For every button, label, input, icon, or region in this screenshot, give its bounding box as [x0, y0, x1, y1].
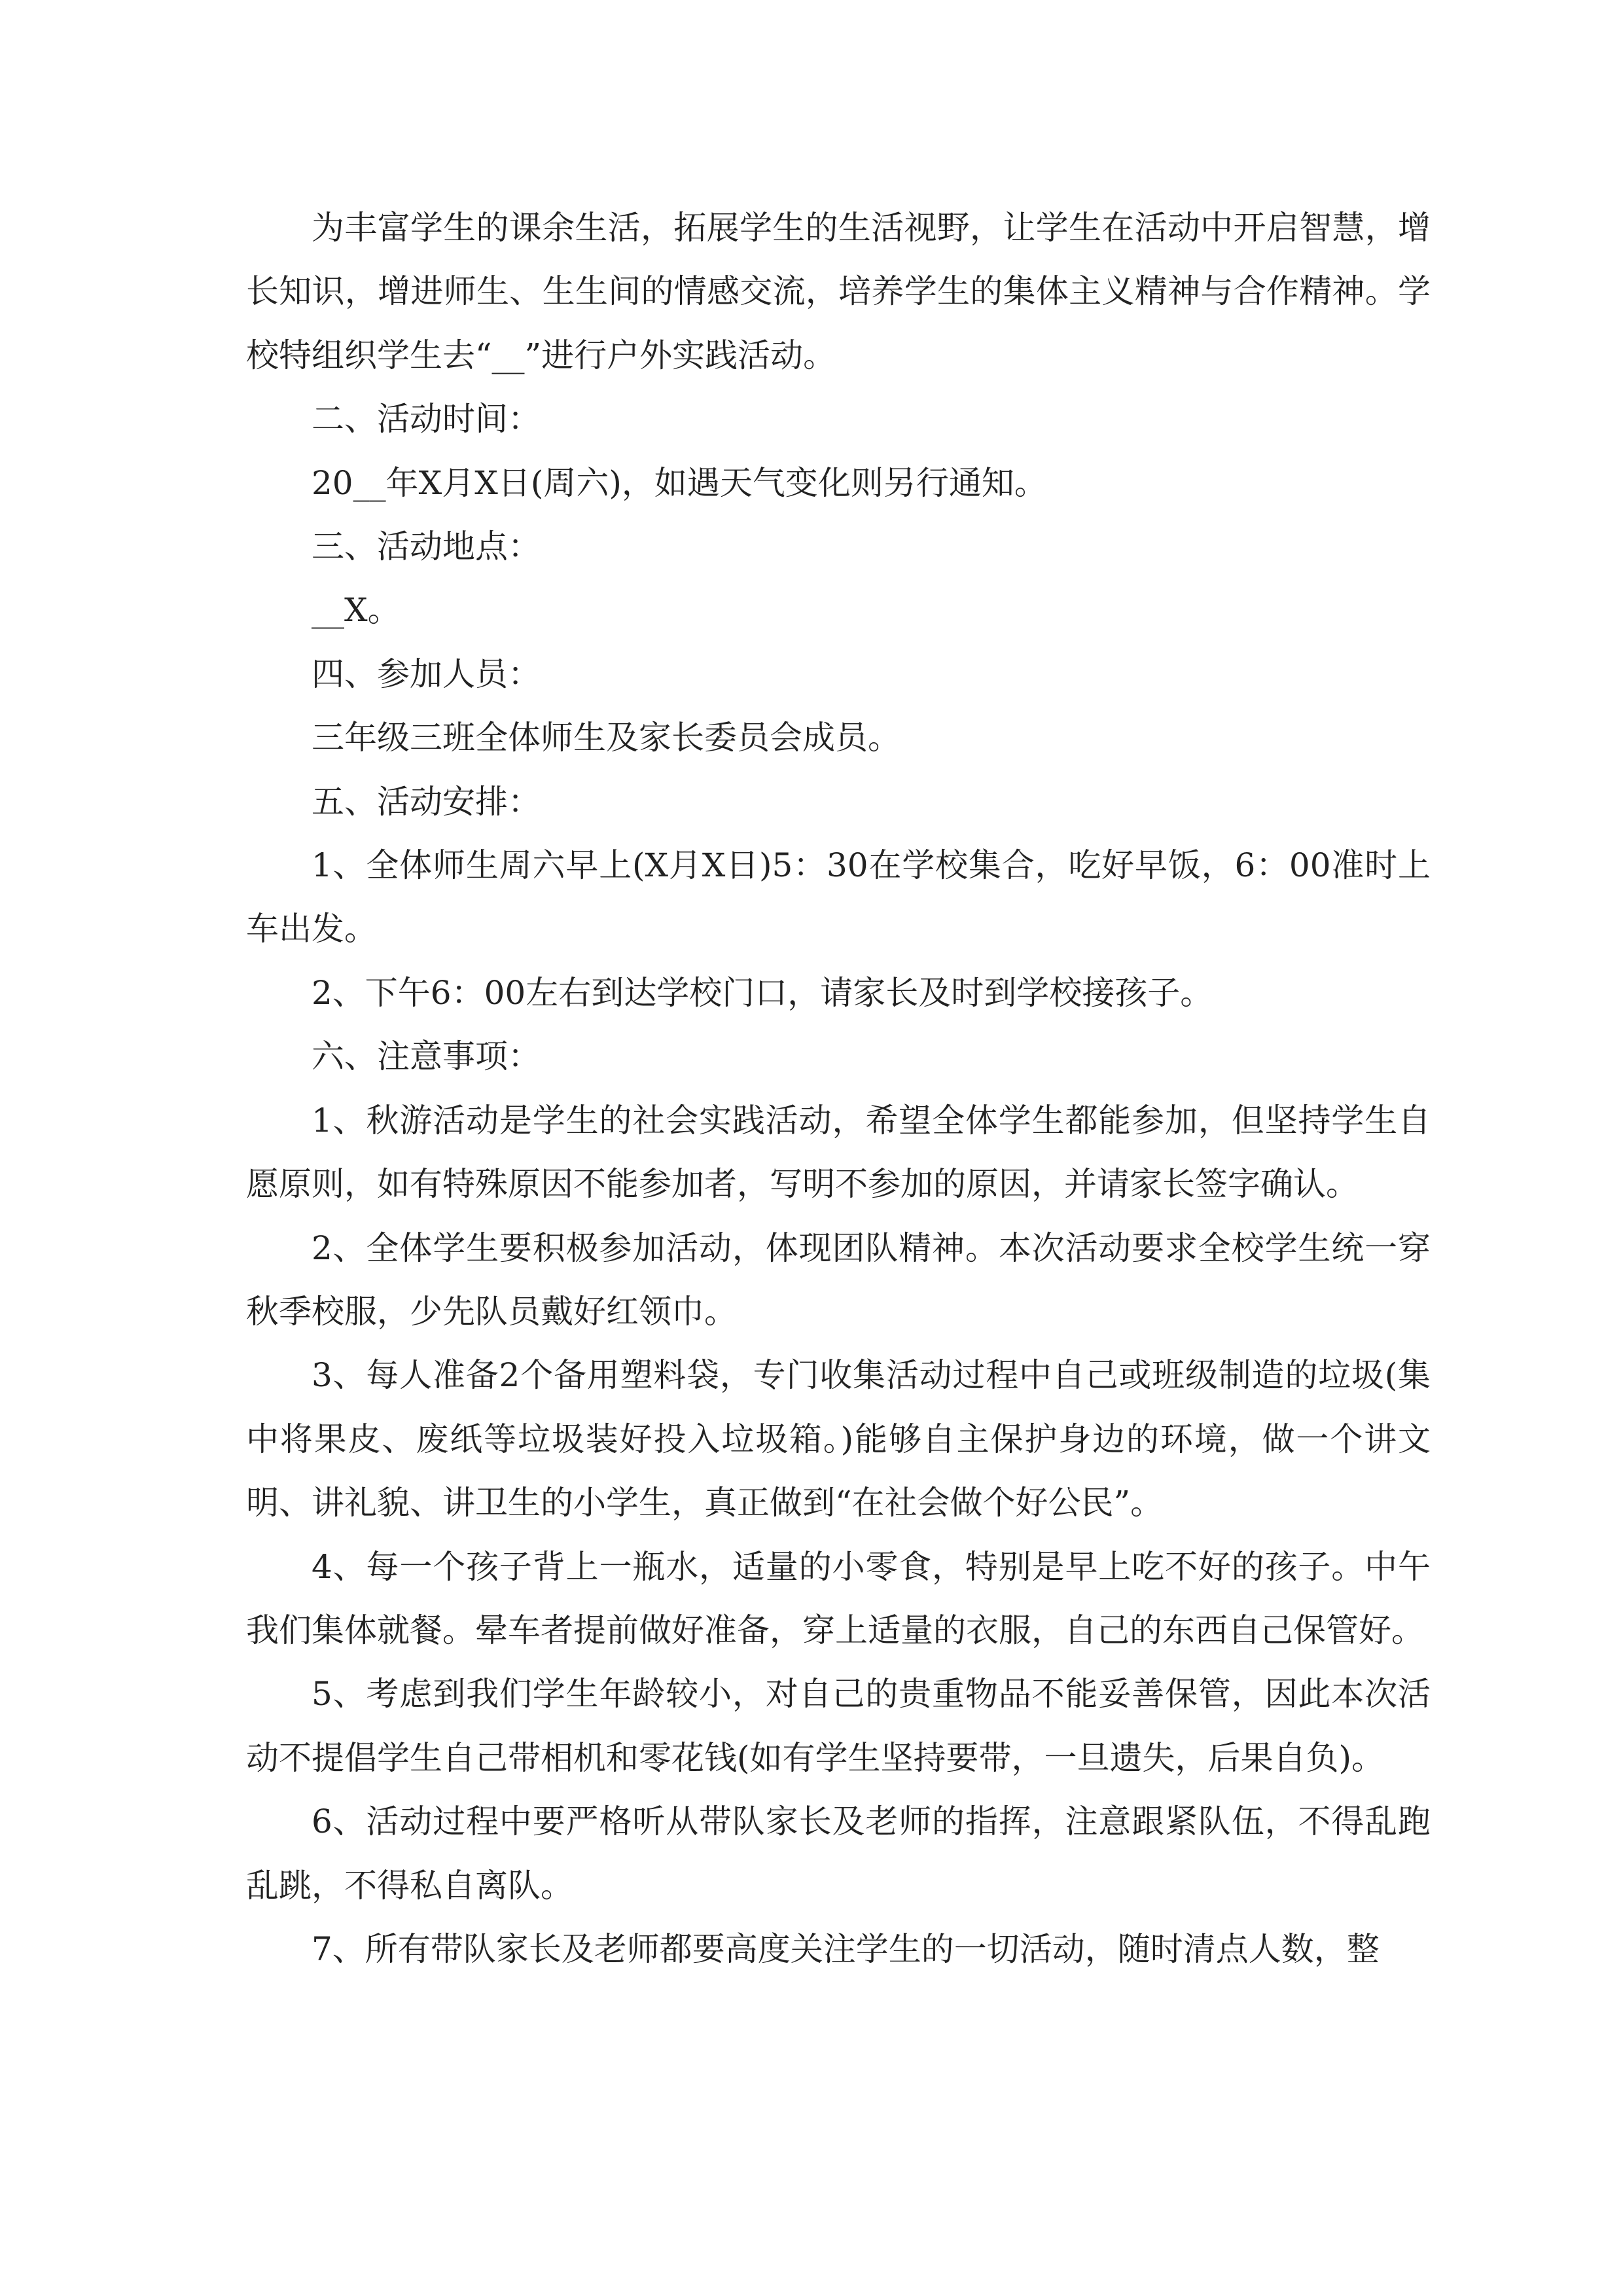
note-item-6: 6、活动过程中要严格听从带队家长及老师的指挥，注意跟紧队伍，不得乱跑乱跳，不得私自离队。: [246, 1803, 1431, 1905]
schedule-item-2: 2、下午6：00左右到达学校门口，请家长及时到学校接孩子。: [312, 973, 1213, 1012]
intro-paragraph: 为丰富学生的课余生活，拓展学生的生活视野，让学生在活动中开启智慧，增长知识，增进师生、生生间的情感交流，培养学生的集体主义精神与合作精神。学校特组织学生去“__”进行户外实践活动。: [246, 209, 1431, 374]
note-item-5: 5、考虑到我们学生年龄较小，对自己的贵重物品不能妥善保管，因此本次活动不提倡学生自己带相机和零花钱(如有学生坚持要带，一旦遗失，后果自负)。: [246, 1675, 1431, 1777]
note-item-3: 3、每人准备2个备用塑料袋，专门收集活动过程中自己或班级制造的垃圾(集中将果皮、废纸等垃圾装好投入垃圾箱。)能够自主保护身边的环境，做一个讲文明、讲礼貌、讲卫生的小学生，真正做到“在社会做个好公民”。: [246, 1356, 1431, 1522]
participants-text: 三年级三班全体师生及家长委员会成员。: [312, 719, 901, 757]
section-heading-participants: 四、参加人员：: [312, 655, 541, 693]
note-item-2: 2、全体学生要积极参加活动，体现团队精神。本次活动要求全校学生统一穿秋季校服，少先队员戴好红领巾。: [246, 1229, 1431, 1331]
note-item-1: 1、秋游活动是学生的社会实践活动，希望全体学生都能参加，但坚持学生自愿原则，如有特殊原因不能参加者，写明不参加的原因，并请家长签字确认。: [246, 1101, 1431, 1204]
section-heading-notes: 六、注意事项：: [312, 1037, 541, 1076]
schedule-item-1: 1、全体师生周六早上(X月X日)5：30在学校集合，吃好早饭，6：00准时上车出发。: [246, 846, 1431, 948]
section-heading-activity-time: 二、活动时间：: [312, 400, 541, 439]
document-body: [246, 196, 1431, 1981]
activity-location-text: __X。: [312, 591, 401, 630]
section-heading-activity-location: 三、活动地点：: [312, 528, 541, 566]
note-item-4: 4、每一个孩子背上一瓶水，适量的小零食，特别是早上吃不好的孩子。中午我们集体就餐。晕车者提前做好准备，穿上适量的衣服，自己的东西自己保管好。: [246, 1547, 1431, 1649]
activity-time-text: 20__年X月X日(周六)，如遇天气变化则另行通知。: [312, 463, 1047, 502]
note-item-7: 7、所有带队家长及老师都要高度关注学生的一切活动，随时清点人数，整: [312, 1929, 1380, 1968]
section-heading-schedule: 五、活动安排：: [312, 782, 541, 821]
